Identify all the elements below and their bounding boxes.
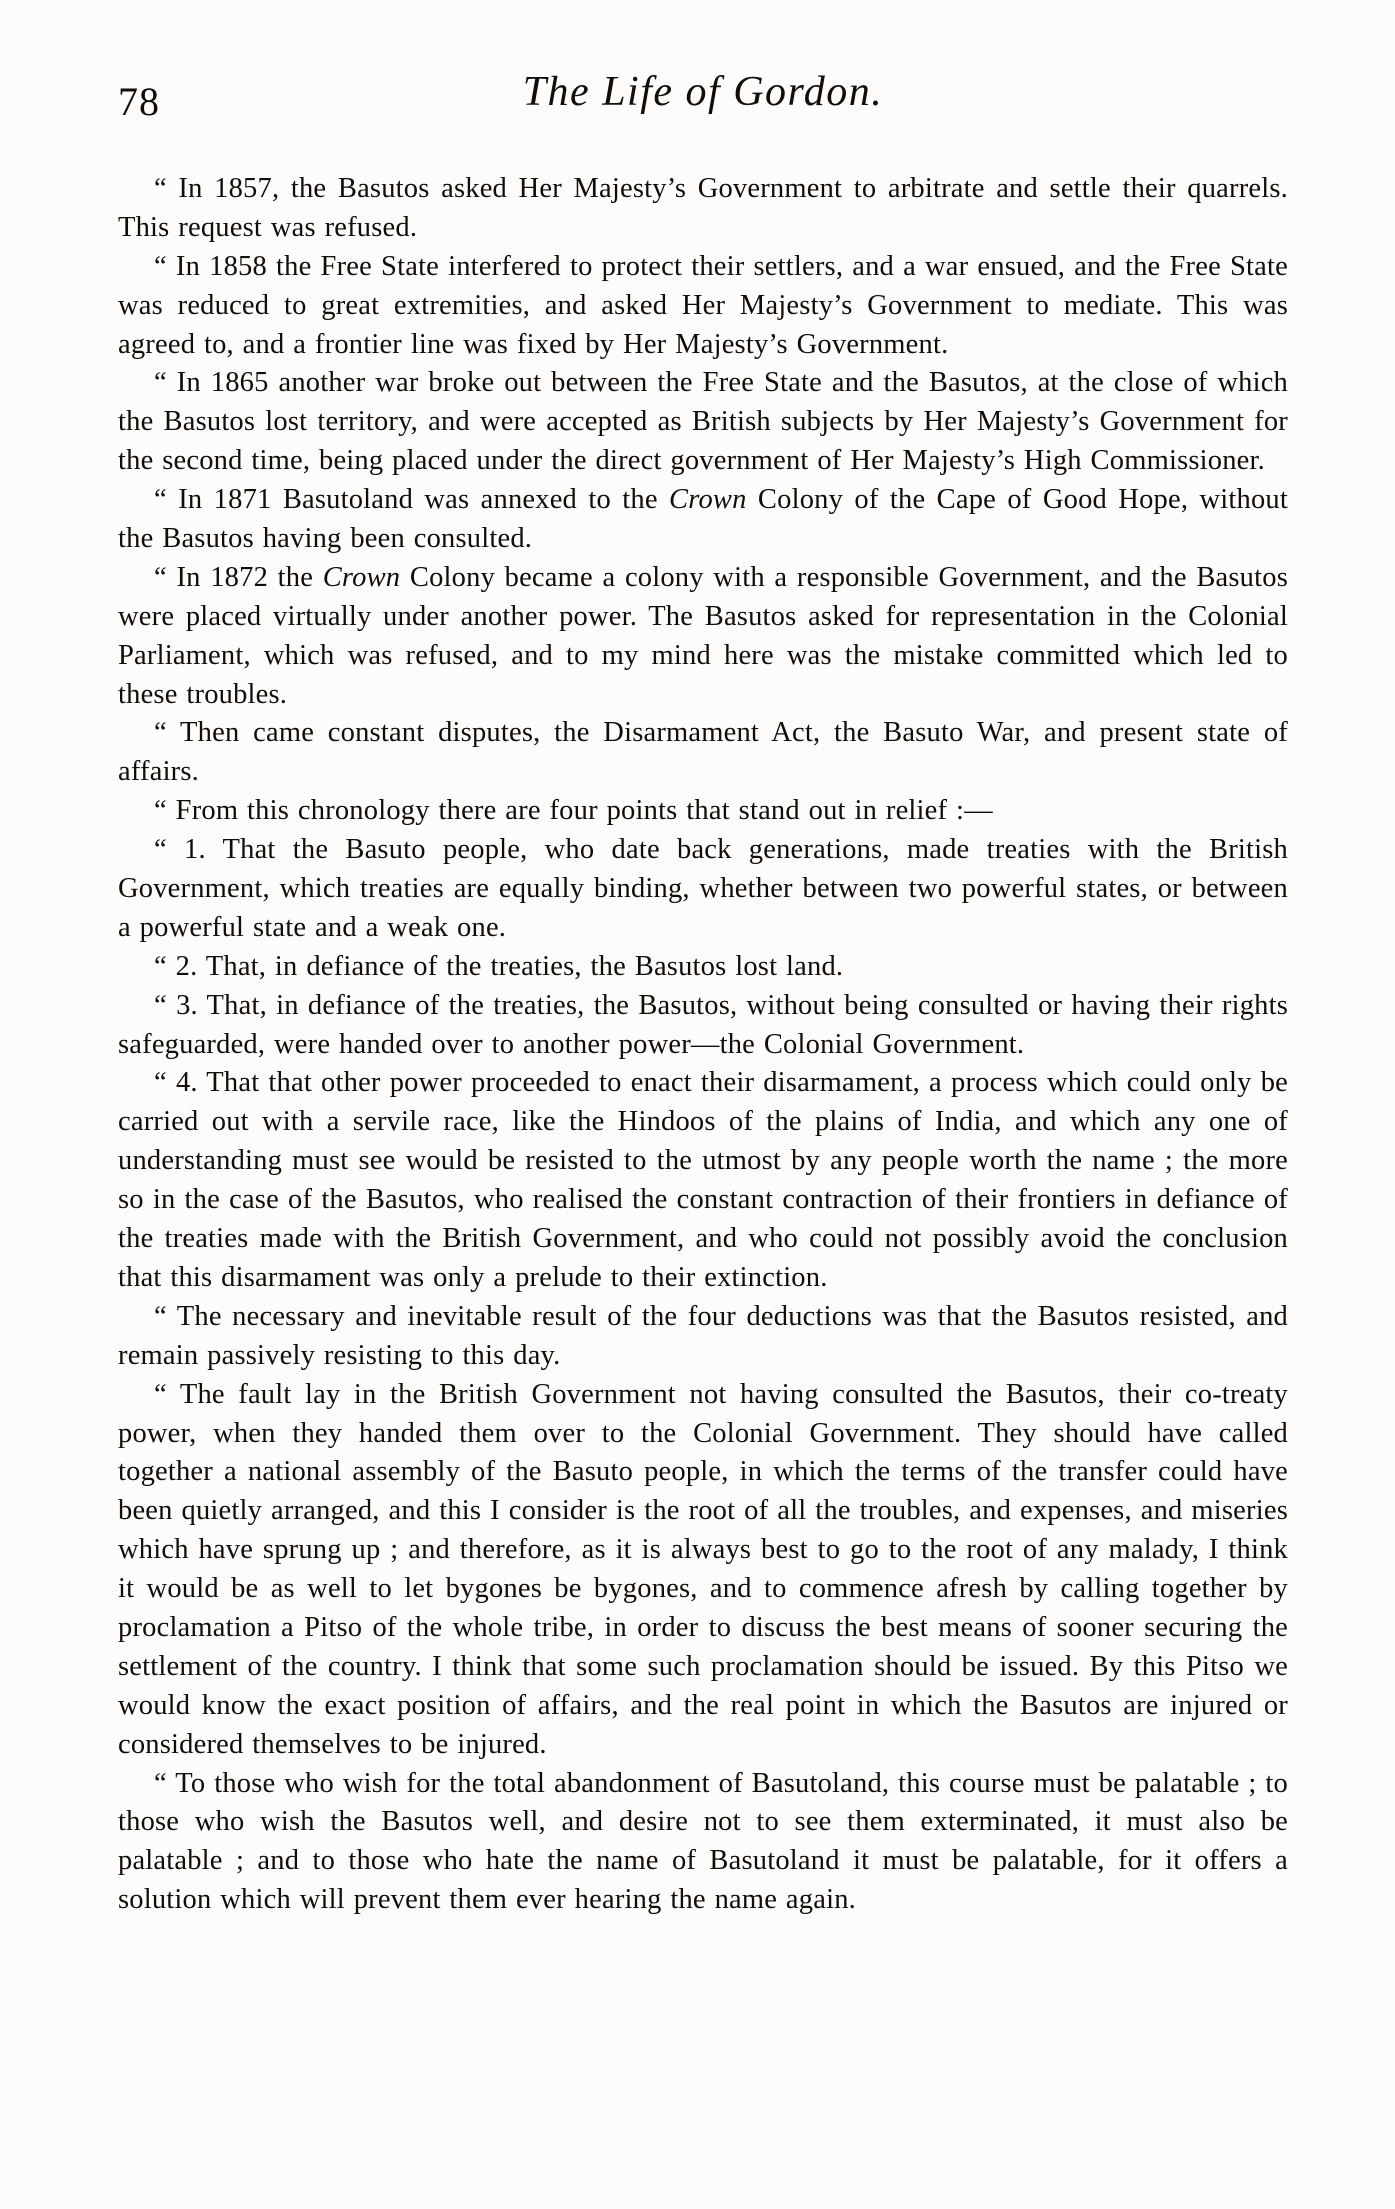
paragraph: “ To those who wish for the total abandonment of Basutoland, this course must be palatable ; to those who wish the Basutos well, and desire not to see them exterminated, it must also be palatable ; and to those who hate the name of Basutoland it must be palatable, for it offers a solution which will prevent them ever hearing the name again. bbox=[118, 1767, 1288, 1916]
page-number: 78 bbox=[118, 79, 160, 124]
paragraph: “ In 1871 Basutoland was annexed to the Crown Colony of the Cape of Good Hope, without the Basutos having been consulted. bbox=[118, 484, 1288, 555]
paragraph: “ From this chronology there are four points that stand out in relief :— bbox=[154, 795, 993, 827]
paragraph: “ The fault lay in the British Government not having consulted the Basutos, their co-treaty power, when they handed them over to the Colonial Government. They should have called together a national assembly of the Basuto people, in which the terms of the transfer could have been quietly arranged, and this I consider is the root of all the troubles, and expenses, and miseries which have sprung up ; and therefore, as it is always best to go to the root of any malady, I think it would be as well to let bygones be bygones, and to commence afresh by calling together by proclamation a Pitso of the whole tribe, in order to discuss the best means of sooner securing the settlement of the country. I think that some such proclamation should be issued. By this Pitso we would know the exact position of affairs, and the real point in which the Basutos are injured or considered themselves to be injured. bbox=[118, 1378, 1288, 1760]
paragraph: “ 1. That the Basuto people, who date back generations, made treaties with the British Government, which treaties are equally binding, whether between two powerful states, or between a powerful state and a weak one. bbox=[118, 834, 1288, 943]
page-header bbox=[118, 60, 1288, 156]
running-title: The Life of Gordon. bbox=[522, 69, 884, 115]
page-content bbox=[118, 60, 1288, 1920]
paragraph: “ In 1865 another war broke out between the Free State and the Basutos, at the close of which the Basutos lost territory, and were accepted as British subjects by Her Majesty’s Government for the second time, being placed under the direct government of Her Majesty’s High Commissioner. bbox=[118, 367, 1288, 477]
body-text bbox=[118, 170, 1288, 1920]
paragraph: “ 3. That, in defiance of the treaties, the Basutos, without being consulted or having their rights safeguarded, were handed over to another power—the Colonial Government. bbox=[118, 989, 1288, 1060]
paragraph: “ In 1857, the Basutos asked Her Majesty’s Government to arbitrate and settle their quarrels. This request was refused. bbox=[118, 173, 1288, 243]
paragraph: “ 2. That, in defiance of the treaties, the Basutos lost land. bbox=[154, 950, 844, 982]
paragraph: “ In 1858 the Free State interfered to protect their settlers, and a war ensued, and the Free State was reduced to great extremities, and asked Her Majesty’s Government to mediate. This was agreed to, and a frontier line was fixed by Her Majesty’s Government. bbox=[118, 250, 1288, 360]
paragraph: “ 4. That that other power proceeded to enact their disarmament, a process which could only be carried out with a servile race, like the Hindoos of the plains of India, and which any one of understanding must see would be resisted to the utmost by any people worth the name ; the more so in the case of the Basutos, who realised the constant contraction of their frontiers in defiance of the treaties made with the British Government, and who could not possibly avoid the conclusion that this disarmament was only a prelude to their extinction. bbox=[118, 1067, 1288, 1293]
paragraph: “ In 1872 the Crown Colony became a colony with a responsible Government, and the Basutos were placed virtually under another power. The Basutos asked for representation in the Colonial Parliament, which was refused, and to my mind here was the mistake committed which led to these troubles. bbox=[118, 561, 1288, 710]
paragraph: “ Then came constant disputes, the Disarmament Act, the Basuto War, and present state of affairs. bbox=[118, 717, 1288, 788]
paragraph: “ The necessary and inevitable result of the four deductions was that the Basutos resisted, and remain passively resisting to this day. bbox=[118, 1300, 1288, 1371]
